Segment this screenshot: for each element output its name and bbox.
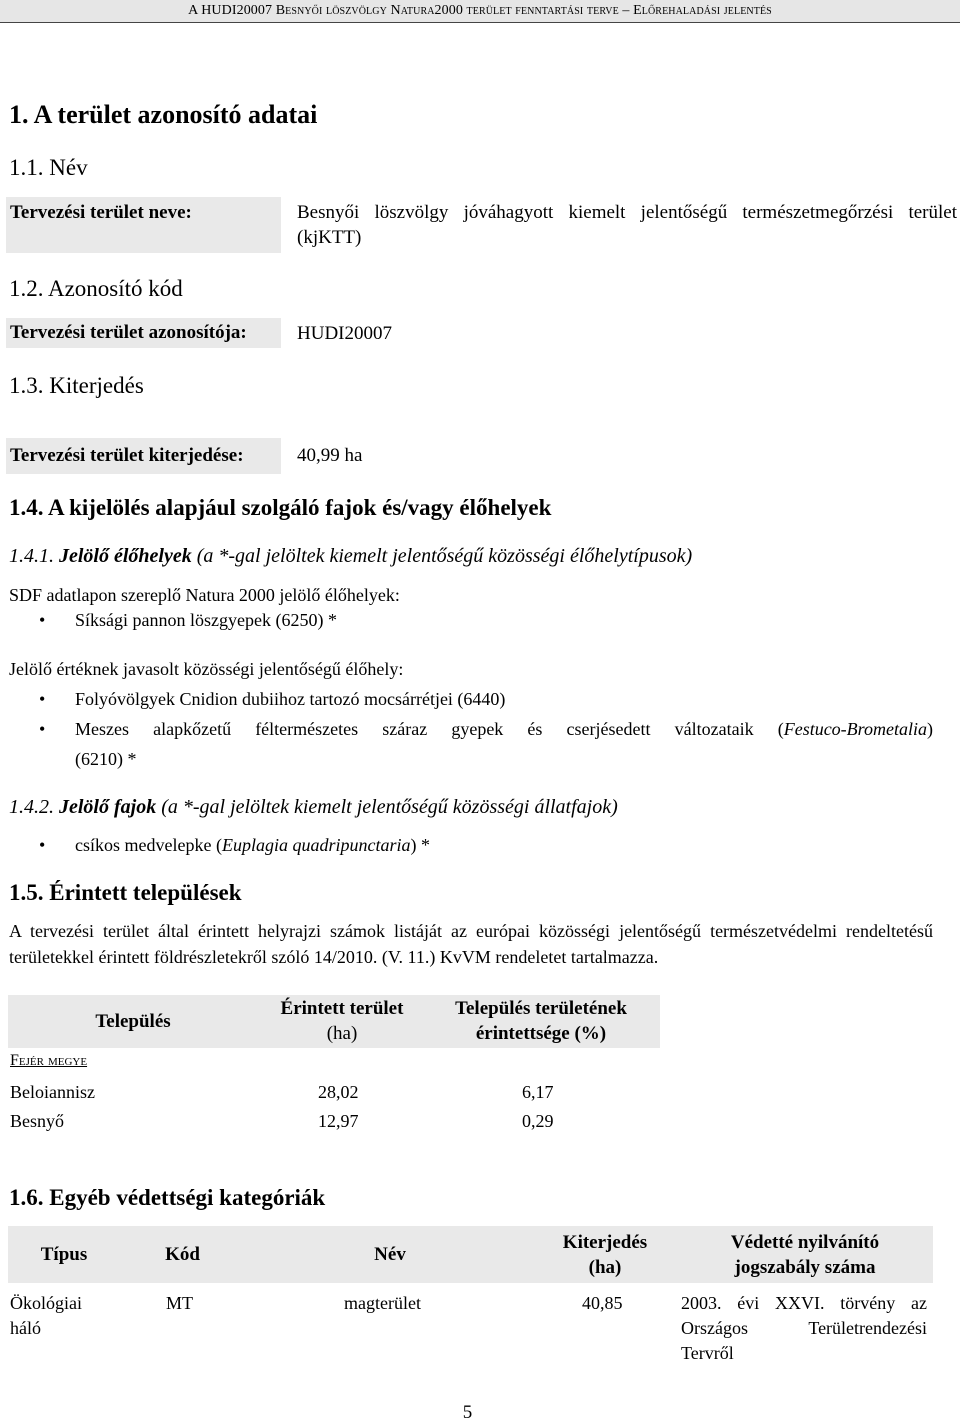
section-1-6-title: 1.6. Egyéb védettségi kategóriák: [9, 1185, 326, 1210]
prot-row-law-line3: Tervről: [681, 1343, 734, 1363]
row-1-name: Beloiannisz: [10, 1082, 95, 1102]
name-label: Tervezési terület neve:: [10, 202, 192, 223]
col-code: Kód: [165, 1244, 200, 1265]
sdf-intro: SDF adatlapon szereplő Natura 2000 jelölő élőhelyek:: [9, 585, 400, 605]
col-type: Típus: [40, 1244, 88, 1265]
section-1-4-1-bold: Jelölő élőhelyek: [59, 545, 192, 567]
row-1-pct: 6,17: [522, 1082, 554, 1102]
name-label-cell: [6, 197, 281, 253]
section-1-4-2-heading: [9, 796, 618, 819]
col-pct: [426, 996, 656, 1046]
extent-label-cell: [6, 438, 281, 474]
prot-row-extent: 40,85: [582, 1293, 623, 1313]
proposed-intro: Jelölő értéknek javasolt közösségi jelentőségű élőhely:: [9, 659, 404, 679]
prot-row-law-line1: 2003. évi XXVI. törvény az: [681, 1293, 927, 1313]
section-1-1-title: 1.1. Név: [9, 155, 88, 180]
col-settlement: Település: [95, 1011, 171, 1032]
species-a: csíkos medvelepke (: [75, 835, 222, 855]
col-pct-line1: Település területének: [455, 998, 627, 1019]
proposed-item-1: • Folyóvölgyek Cnidion dubiihoz tartozó mocsárrétjei (6440): [75, 686, 505, 712]
prot-row-law-line2: Országos Területrendezési: [681, 1318, 927, 1338]
section-1-4-1-heading: [9, 545, 692, 568]
section-1-title: 1. A terület azonosító adatai: [9, 100, 318, 129]
section-1-4-2-rest: (a *-gal jelöltek kiemelt jelentőségű közösségi állatfajok): [161, 796, 618, 818]
col-law-line2: jogszabály száma: [734, 1257, 876, 1278]
name-value: Besnyői löszvölgy jóváhagyott kiemelt jelentőségű természetmegőrzési terület (kjKTT): [297, 202, 957, 248]
col-extent-line2: (ha): [588, 1257, 622, 1278]
row-2-name: Besnyő: [10, 1111, 64, 1131]
proposed-item-2-code: (6210) *: [75, 749, 137, 769]
col-name: Név: [374, 1244, 406, 1265]
species-item: [75, 832, 430, 858]
col-extent: [540, 1230, 670, 1280]
species-italic: Euplagia quadripunctaria: [221, 835, 411, 855]
prot-row-type-line2: háló: [10, 1318, 41, 1338]
section-1-4-2-bold: Jelölő fajok: [59, 796, 157, 818]
row-1-area: 28,02: [318, 1082, 359, 1102]
section-1-5-title: 1.5. Érintett települések: [9, 880, 242, 905]
col-pct-line2: érintettsége (%): [475, 1023, 607, 1044]
col-law: [685, 1230, 925, 1280]
extent-label: Tervezési terület kiterjedése:: [10, 445, 244, 466]
page-number: 5: [462, 1402, 473, 1423]
section-1-4-title: 1.4. A kijelölés alapjául szolgáló fajok és/vagy élőhelyek: [9, 495, 552, 520]
code-label: Tervezési terület azonosítója:: [10, 322, 247, 343]
row-2-pct: 0,29: [522, 1111, 554, 1131]
col-extent-line1: Kiterjedés: [562, 1232, 648, 1253]
col-area: [262, 996, 422, 1046]
proposed-item-2-a: Meszes alapkőzetű féltermészetes száraz gyepek és cserjésedett változataik (: [75, 719, 784, 739]
prot-row-law: [681, 1291, 927, 1366]
code-label-cell: [6, 318, 281, 348]
county-label: Fejér megye: [10, 1052, 88, 1069]
col-law-line1: Védetté nyilvánító: [730, 1232, 880, 1253]
running-header: [0, 0, 960, 23]
prot-row-code: MT: [166, 1293, 193, 1313]
species-b: ) *: [410, 835, 430, 855]
section-1-4-2-number: 1.4.2.: [9, 796, 54, 818]
section-1-3-title: 1.3. Kiterjedés: [9, 373, 144, 398]
section-1-4-1-rest: (a *-gal jelöltek kiemelt jelentőségű közösségi élőhelytípusok): [196, 545, 693, 567]
proposed-item-2: [75, 716, 933, 742]
prot-row-type: [10, 1291, 82, 1341]
row-2-area: 12,97: [318, 1111, 359, 1131]
section-1-5-paragraph: A tervezési terület által érintett helyrajzi számok listáját az európai közösségi jelentőségű természetvédelmi rendeltetésű területekkel érintett földrészletekről szóló 14/2010. (V. 11.) KvVM rendeletet tartalmazza.: [9, 921, 933, 967]
sdf-item: • Síksági pannon löszgyepek (6250) *: [75, 607, 337, 633]
prot-row-type-line1: Ökológiai: [10, 1293, 82, 1313]
code-value: HUDI20007: [297, 323, 392, 344]
extent-value: 40,99 ha: [297, 445, 363, 466]
proposed-item-2-b: ): [927, 719, 933, 739]
prot-row-name: magterület: [344, 1293, 421, 1313]
section-1-2-title: 1.2. Azonosító kód: [9, 276, 183, 301]
col-area-line2: (ha): [326, 1023, 358, 1044]
col-area-line1: Érintett terület: [280, 998, 404, 1019]
running-title: A HUDI20007 Besnyői löszvölgy Natura2000 terület fenntartási terve – Előrehaladási jelentés: [188, 3, 772, 18]
section-1-4-1-number: 1.4.1.: [9, 545, 54, 567]
proposed-item-2-italic: Festuco-Brometalia: [783, 719, 927, 739]
